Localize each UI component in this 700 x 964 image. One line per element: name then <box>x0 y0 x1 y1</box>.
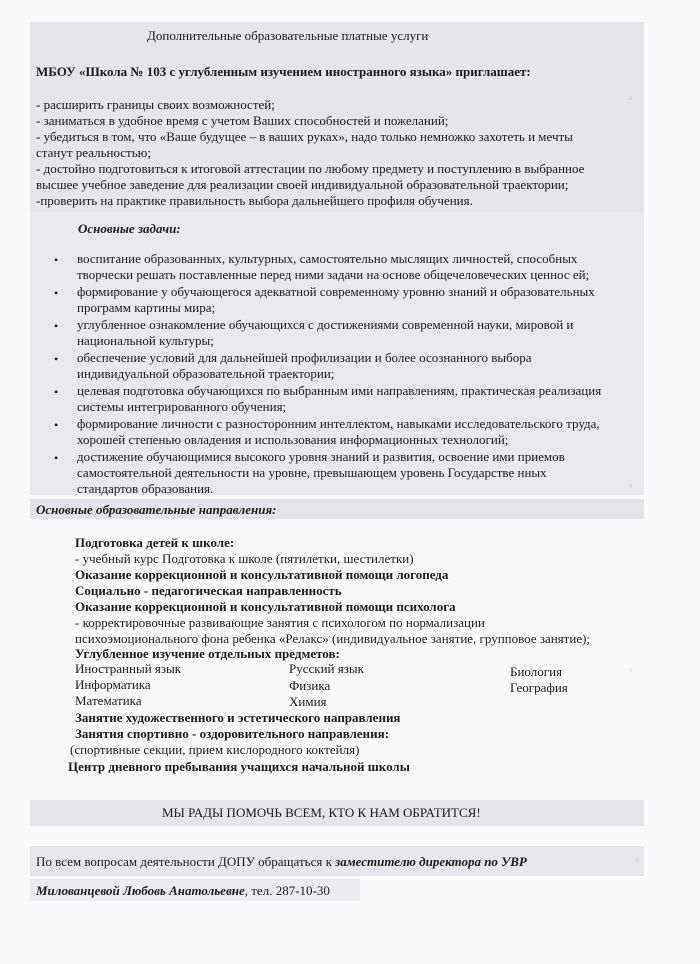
intro-line: - достойно подготовиться к итоговой аттестации по любому предмету и поступлению в выбранное <box>36 161 585 176</box>
task-line: стандартов образования. <box>77 481 214 496</box>
slogan: МЫ РАДЫ ПОМОЧЬ ВСЕМ, КТО К НАМ ОБРАТИТСЯ! <box>162 805 481 820</box>
intro-title: МБОУ «Школа № 103 с углубленным изучением иностранного языка» приглашает: <box>36 64 531 79</box>
psychologist-text: психоэмоционального фона ребенка «Релакс» (индивидуальное занятие, групповое занятие); <box>75 631 591 646</box>
subject-item: Иностранный язык <box>75 661 182 676</box>
task-line: хорошей степенью овладения и использования информационных технологий; <box>77 432 509 447</box>
prep-title: Подготовка детей к школе: <box>75 535 235 550</box>
intro-line: -проверить на практике правильность выбора дальнейшего профиля обучения. <box>36 193 473 208</box>
task-line: самостоятельной деятельности на уровне, превышающем уровень Государстве нных <box>77 465 547 480</box>
subjects-title: Углубленное изучение отдельных предметов: <box>75 646 340 661</box>
task-line: системы интегрированного обучения; <box>77 399 287 414</box>
prep-text: - учебный курс Подготовка к школе (пятилетки, шестилетки) <box>75 551 414 566</box>
speech-therapy-title: Оказание коррекционной и консультативной помощи логопеда <box>75 567 449 582</box>
scan-mark-icon: ◦ <box>627 664 634 677</box>
bullet-icon: • <box>54 352 59 366</box>
contact-name: Милованцевой Любовь Анатольевне <box>36 883 245 898</box>
subject-item: Информатика <box>75 677 151 692</box>
contact-phone: , тел. 287-10-30 <box>244 883 330 898</box>
scan-mark-icon: ◦ <box>627 480 634 493</box>
task-line: творчески решать поставленные перед ними задачи на основе общечеловеческих ценнос ей; <box>77 267 590 282</box>
sport-title: Занятия спортивно - оздоровительного направления: <box>75 726 389 741</box>
psychologist-text: - корректировочные развивающие занятия с психологом по нормализации <box>75 615 485 630</box>
intro-line: высшее учебное заведение для реализации своей индивидуальной образовательной траектории; <box>36 177 569 192</box>
bullet-icon: • <box>54 253 59 267</box>
bullet-icon: • <box>54 385 59 399</box>
bullet-icon: • <box>54 286 59 300</box>
art-title: Занятие художественного и эстетического направления <box>75 710 401 725</box>
task-line: программ картины мира; <box>77 300 216 315</box>
social-title: Социально - педагогическая направленность <box>75 583 342 598</box>
subject-item: Физика <box>289 678 331 693</box>
scan-mark-icon: ◦ <box>634 854 641 867</box>
intro-line: - заниматься в удобное время с учетом Ваших способностей и пожеланий; <box>36 113 449 128</box>
task-line: углубленное ознакомление обучающихся с достижениями современной науки, мировой и <box>77 317 574 332</box>
psychologist-title: Оказание коррекционной и консультативной помощи психолога <box>75 599 456 614</box>
task-line: обеспечение условий для дальнейшей профилизации и более осознанного выбора <box>77 350 532 365</box>
scan-mark-icon: ◦ <box>627 92 634 105</box>
task-line: достижение обучающимися высокого уровня знаний и развития, освоение ими приемов <box>77 449 565 464</box>
tasks-title: Основные задачи: <box>78 221 181 236</box>
bullet-icon: • <box>54 418 59 432</box>
intro-line: станут реальностью; <box>36 145 151 160</box>
subject-item: География <box>510 680 568 695</box>
task-line: формирование личности с разносторонним интеллектом, навыками исследовательского труда, <box>77 416 600 431</box>
page-heading: Дополнительные образовательные платные услуги <box>147 28 429 43</box>
subject-item: Русский язык <box>289 661 364 676</box>
subject-item: Математика <box>75 693 142 708</box>
task-line: целевая подготовка обучающихся по выбранным ими направлениям, практическая реализация <box>77 383 602 398</box>
task-line: индивидуальной образовательной траектории; <box>77 366 335 381</box>
contact-prefix: По всем вопросам деятельности ДОПУ обращаться к <box>36 854 336 869</box>
contact-name-line <box>36 883 330 899</box>
task-line: формирование у обучающегося адекватной современному уровню знаний и образовательных <box>77 284 595 299</box>
bullet-icon: • <box>54 451 59 465</box>
sport-text: (спортивные секции, прием кислородного коктейля) <box>70 742 360 757</box>
intro-line: - расширить границы своих возможностей; <box>36 97 275 112</box>
intro-line: - убедиться в том, что «Ваше будущее – в ваших руках», надо только немножко захотеть и мечты <box>36 129 573 144</box>
subject-item: Биология <box>510 664 563 679</box>
contact-role: заместителю директора по УВР <box>335 854 527 869</box>
contact-line <box>36 854 527 870</box>
directions-title: Основные образовательные направления: <box>36 502 277 517</box>
day-center-title: Центр дневного пребывания учащихся начальной школы <box>68 759 410 774</box>
subject-item: Химия <box>289 694 327 709</box>
task-line: воспитание образованных, культурных, самостоятельно мыслящих личностей, способных <box>77 251 578 266</box>
bullet-icon: • <box>54 319 59 333</box>
task-line: национальной культуры; <box>77 333 214 348</box>
